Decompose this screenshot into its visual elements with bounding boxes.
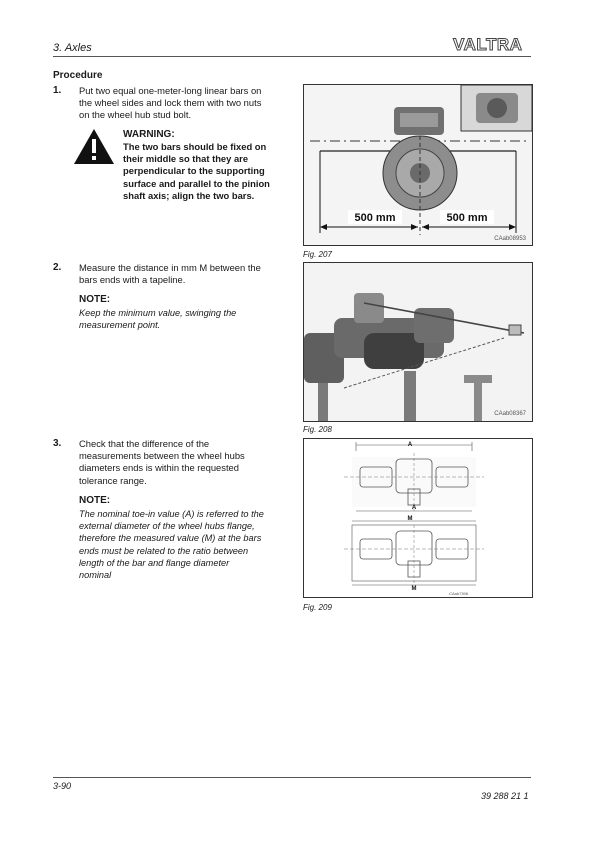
procedure-heading: Procedure <box>53 70 103 81</box>
label-m-bottom: M <box>411 586 417 592</box>
figure-208 <box>303 262 533 422</box>
label-a-top: A <box>407 442 413 448</box>
document-code: 39 288 21 1 <box>481 791 529 801</box>
text-line: surface and parallel to the pinion <box>123 177 270 189</box>
text-line: The nominal toe-in value (A) is referred to the <box>79 509 264 519</box>
dimension-right-label: 500 mm <box>446 212 488 224</box>
text-line: length of the bar and flange diameter <box>79 557 230 568</box>
valtra-logo <box>451 35 531 53</box>
text-line: the wheel sides and lock them with two nuts <box>79 97 262 109</box>
note-2-title: NOTE: <box>79 495 111 506</box>
step-2-number: 2. <box>53 262 62 273</box>
step-2-text <box>79 262 289 286</box>
text-line: therefore the measured value (M) at the bars <box>79 533 262 544</box>
figure-207-code: CAab08953 <box>494 236 526 242</box>
warning-text <box>123 141 283 202</box>
warning-title: WARNING: <box>123 129 175 140</box>
text-line: measurement point. <box>79 320 161 331</box>
label-a-bottom: A <box>411 505 417 511</box>
text-line: shaft axis; align the two bars. <box>123 189 255 201</box>
warning-icon <box>73 128 115 165</box>
step-1-text <box>79 85 289 122</box>
note-2-text <box>79 508 294 581</box>
figure-207 <box>303 84 533 246</box>
text-line: external diameter of the wheel hubs flange, <box>79 521 255 532</box>
note-1-text <box>79 307 294 331</box>
figure-209-diagram <box>304 439 532 597</box>
figure-207-caption: Fig. 207 <box>303 250 332 259</box>
text-line: Keep the minimum value, swinging the <box>79 308 237 318</box>
figure-207-image <box>304 85 532 245</box>
text-line: Check that the difference of the <box>79 438 210 449</box>
dimension-left-label: 500 mm <box>354 212 396 224</box>
text-line: Measure the distance in mm M between the <box>79 262 261 273</box>
text-line: nominal <box>79 570 112 581</box>
note-1-title: NOTE: <box>79 294 111 305</box>
page-number: 3-90 <box>53 781 72 791</box>
figure-208-image <box>304 263 532 421</box>
step-1-number: 1. <box>53 85 62 96</box>
figure-208-code: CAab08367 <box>494 411 526 417</box>
figure-209-caption: Fig. 209 <box>303 603 332 612</box>
text-line: The two bars should be fixed on <box>123 141 267 152</box>
text-line: perpendicular to the supporting <box>123 165 265 177</box>
text-line: ends must be related to the ratio between <box>79 545 249 556</box>
step-3-text <box>79 438 289 487</box>
brand-wordmark: VALTRA <box>453 35 523 53</box>
step-3-number: 3. <box>53 438 62 449</box>
text-line: measurements between the wheel hubs <box>79 450 245 462</box>
text-line: diameters ends is within the requested <box>79 462 239 474</box>
label-m-top: M <box>407 516 413 522</box>
figure-209-code: CAab7398 <box>449 591 468 596</box>
figure-209 <box>303 438 533 598</box>
section-title: 3. Axles <box>53 42 92 54</box>
text-line: Put two equal one-meter-long linear bars on <box>79 85 262 96</box>
text-line: their middle so that they are <box>123 153 249 165</box>
header-divider <box>53 56 531 57</box>
footer-divider <box>53 777 531 778</box>
text-line: bars ends with a tapeline. <box>79 274 186 286</box>
text-line: tolerance range. <box>79 474 147 486</box>
text-line: on the wheel hub stud bolt. <box>79 109 192 121</box>
figure-208-caption: Fig. 208 <box>303 425 332 434</box>
